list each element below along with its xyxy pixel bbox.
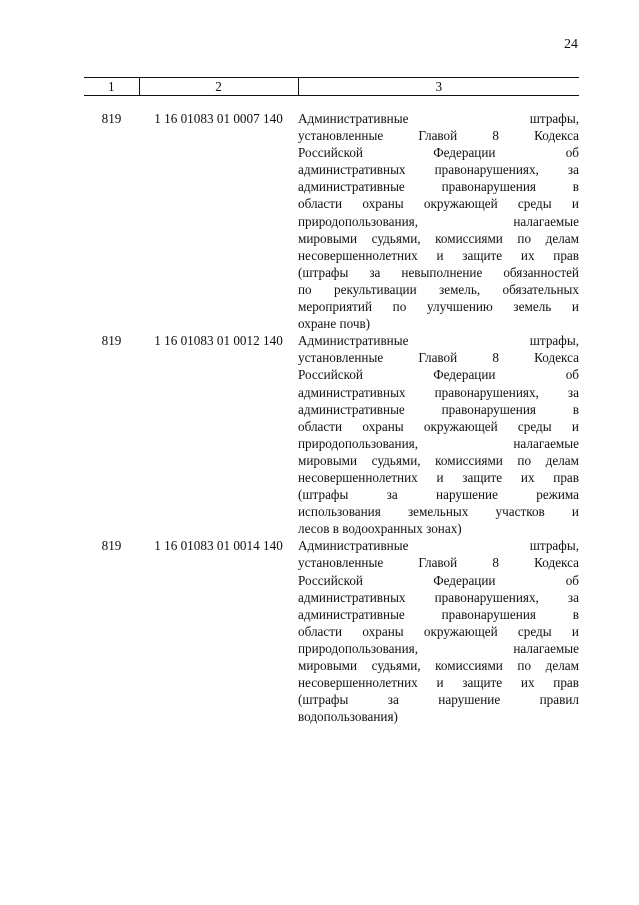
description-line: Административные штрафы, [298,333,579,349]
description-cell [298,332,579,537]
description-line: области охраны окружающей среды и [298,196,579,212]
description-line: Административные штрафы, [298,538,579,554]
description-line: административные правонарушения в [298,401,579,417]
description-line: административные правонарушения в [298,606,579,622]
table-row [84,537,579,725]
table-header-row [84,78,579,96]
budget-classification-table [84,77,579,725]
description-line: установленные Главой 8 Кодекса [298,128,579,144]
description-line: области охраны окружающей среды и [298,418,579,434]
description-line: Российской Федерации об [298,572,579,588]
table-row [84,96,579,333]
description-line: административных правонарушениях, за [298,384,579,400]
description-line: (штрафы за нарушение правил [298,692,579,708]
description-line: установленные Главой 8 Кодекса [298,555,579,571]
admin-code-cell: 819 [101,333,122,349]
description-line: области охраны окружающей среды и [298,623,579,639]
column-header-2: 2 [139,78,298,96]
description-line: природопользования, налагаемые [298,213,579,229]
description-line: природопользования, налагаемые [298,640,579,656]
description-line: по рекультивации земель, обязательных [298,281,579,297]
kbk-code-cell: 1 16 01083 01 0007 140 [154,111,283,126]
admin-code-cell: 819 [101,111,122,126]
description-line: несовершеннолетних и защите их прав [298,675,579,691]
description-line: мероприятий по улучшению земель и [298,299,579,315]
description-line: несовершеннолетних и защите их прав [298,469,579,485]
description-line: лесов в водоохранных зонах) [298,521,462,537]
column-header-3: 3 [298,78,579,96]
description-cell [298,96,579,333]
column-header-1: 1 [84,78,139,96]
description-line: Административные штрафы, [298,111,579,126]
description-line: мировыми судьями, комиссиями по делам [298,452,579,468]
description-line: использования земельных участков и [298,504,579,520]
description-line: (штрафы за невыполнение обязанностей [298,264,579,280]
page-number: 24 [564,37,578,52]
kbk-code-cell: 1 16 01083 01 0012 140 [154,333,283,349]
description-line: установленные Главой 8 Кодекса [298,350,579,366]
description-line: Российской Федерации об [298,145,579,161]
table-header [84,78,579,96]
description-line: Российской Федерации об [298,367,579,383]
description-line: (штрафы за нарушение режима [298,487,579,503]
kbk-code-cell: 1 16 01083 01 0014 140 [154,538,283,554]
description-line: административных правонарушениях, за [298,162,579,178]
description-line: административные правонарушения в [298,179,579,195]
description-cell [298,537,579,725]
description-line: мировыми судьями, комиссиями по делам [298,230,579,246]
table-body [84,96,579,726]
table-row [84,332,579,537]
description-line: природопользования, налагаемые [298,435,579,451]
admin-code-cell: 819 [101,538,122,554]
description-line: водопользования) [298,709,398,725]
description-line: мировыми судьями, комиссиями по делам [298,658,579,673]
description-line: административных правонарушениях, за [298,589,579,605]
description-line: несовершеннолетних и защите их прав [298,247,579,263]
description-line: охране почв) [298,316,371,332]
